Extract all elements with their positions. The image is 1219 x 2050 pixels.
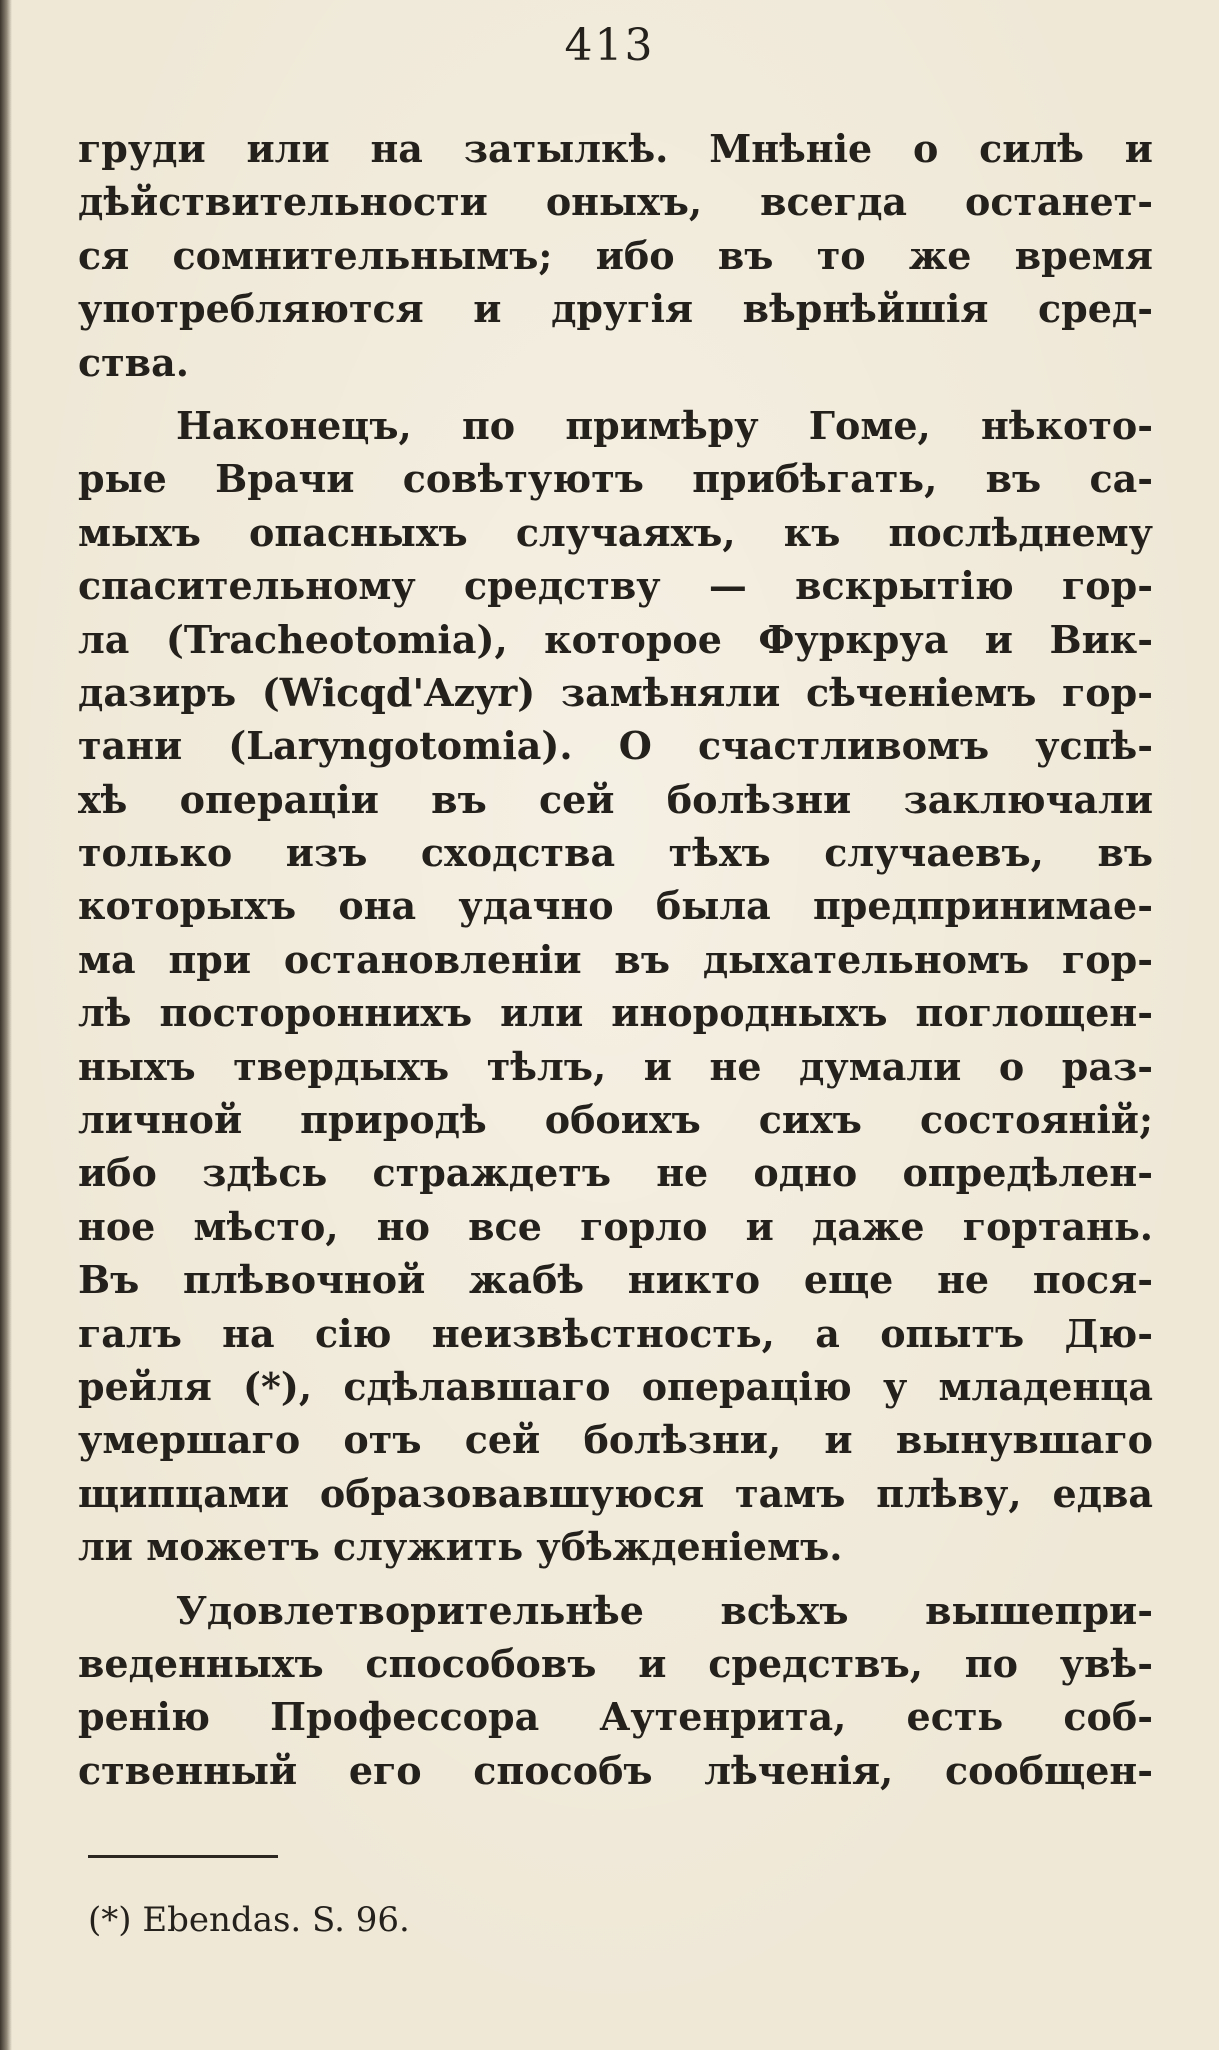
text-line: ибо здѣсь страждетъ не одно опредѣлен- <box>78 1150 1153 1196</box>
footnote: (*) Ebendas. S. 96. <box>88 1900 410 1940</box>
text-line: спасительному средству — вскрытію гор- <box>78 563 1153 609</box>
text-line: веденныхъ способовъ и средствъ, по увѣ- <box>78 1640 1153 1686</box>
text-line: галъ на сію неизвѣстность, а опытъ Дю- <box>78 1310 1153 1356</box>
text-line: Въ плѣвочной жабѣ никто еще не пося- <box>78 1257 1153 1303</box>
text-line: рые Врачи совѣтуютъ прибѣгать, въ са- <box>78 456 1153 502</box>
paragraph-gap <box>78 1574 1153 1584</box>
text-line: груди или на затылкѣ. Мнѣніе о силѣ и <box>78 126 1153 171</box>
text-line: ма при остановленіи въ дыхательномъ гор- <box>78 936 1153 982</box>
page-binding-edge <box>0 0 12 2050</box>
text-line: дазиръ (Wicqd'Azyr) замѣняли сѣченіемъ гор- <box>78 669 1153 715</box>
text-line: ственный его способъ лѣченія, сообщен- <box>78 1747 1153 1793</box>
text-line: употребляются и другія вѣрнѣйшія сред- <box>78 286 1153 332</box>
text-line: тани (Laryngotomia). О счастливомъ успѣ- <box>78 723 1153 769</box>
paragraph-gap <box>78 389 1153 399</box>
text-line: щипцами образовавшуюся тамъ плѣву, едва <box>78 1470 1153 1516</box>
text-line: мыхъ опасныхъ случаяхъ, къ послѣднему <box>78 509 1153 555</box>
text-line: ренію Профессора Аутенрита, есть соб- <box>78 1694 1153 1740</box>
text-line: ное мѣсто, но все горло и даже гортань. <box>78 1203 1153 1249</box>
text-line: рейля (*), сдѣлавшаго операцію у младенца <box>78 1363 1153 1409</box>
text-line: ся сомнительнымъ; ибо въ то же время <box>78 232 1153 278</box>
text-line: Удовлетворительнѣе всѣхъ вышепри- <box>176 1587 1153 1633</box>
text-line: ла (Tracheotomia), которое Фуркруа и Вик- <box>78 616 1153 662</box>
footnote-rule <box>88 1855 278 1858</box>
text-line: ныхъ твердыхъ тѣлъ, и не думали о раз- <box>78 1043 1153 1089</box>
text-line: личной природѣ обоихъ сихъ состояній; <box>78 1097 1153 1143</box>
text-line: умершаго отъ сей болѣзни, и вынувшаго <box>78 1417 1153 1463</box>
text-line: ли можетъ служить убѣжденіемъ. <box>78 1524 843 1570</box>
text-line: дѣйствительности оныхъ, всегда останет- <box>78 179 1153 225</box>
text-line: которыхъ она удачно была предпринимае- <box>78 883 1153 929</box>
text-line: лѣ постороннихъ или инородныхъ поглощен- <box>78 990 1153 1036</box>
body-text <box>78 122 1153 1797</box>
text-line: ства. <box>78 339 189 385</box>
page-number: 413 <box>564 20 655 71</box>
text-line: Наконецъ, по примѣру Гоме, нѣкото- <box>176 402 1153 448</box>
text-line: хѣ операціи въ сей болѣзни заключали <box>78 776 1153 822</box>
text-line: только изъ сходства тѣхъ случаевъ, въ <box>78 830 1153 876</box>
